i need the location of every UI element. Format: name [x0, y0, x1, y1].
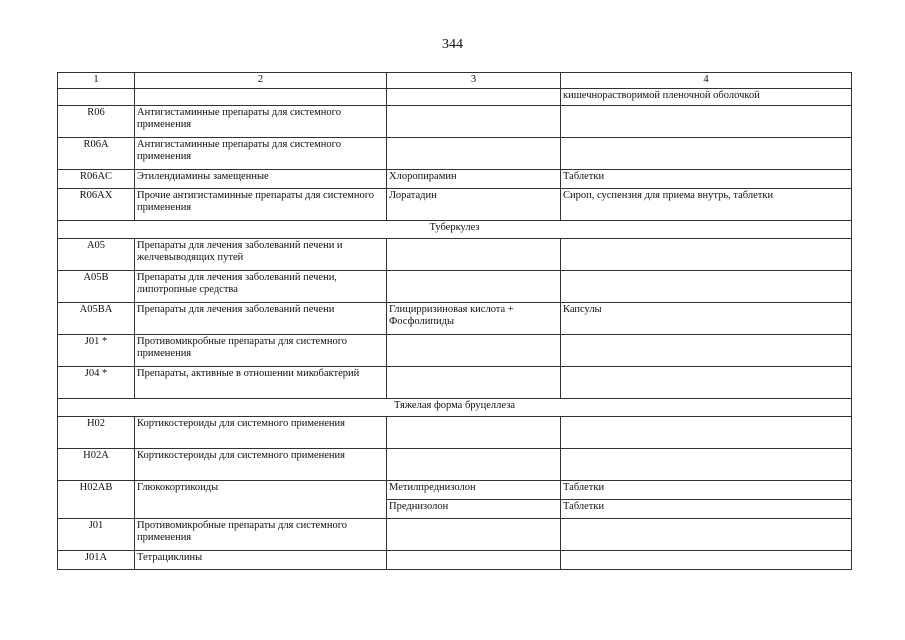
dosage-form: [561, 335, 852, 367]
page-number: 344: [442, 37, 463, 52]
table-row: [58, 551, 852, 570]
column-header-1: 1: [58, 73, 135, 89]
table-row: [58, 106, 852, 138]
atc-code: J01 *: [58, 335, 135, 367]
dosage-form: [561, 519, 852, 551]
column-header-3: 3: [387, 73, 561, 89]
drug-name: [387, 519, 561, 551]
table-row: [58, 481, 852, 500]
dosage-form: Таблетки: [561, 500, 852, 519]
drug-name: [387, 271, 561, 303]
atc-code: A05BA: [58, 303, 135, 335]
drug-name: [387, 367, 561, 399]
drug-name: [387, 449, 561, 481]
column-header-4: 4: [561, 73, 852, 89]
continuation-text: кишечнорастворимой пленочной оболочкой: [561, 89, 852, 106]
group-name: Этилендиамины замещенные: [135, 170, 387, 189]
dosage-form: [561, 106, 852, 138]
table-row: [58, 239, 852, 271]
atc-code: J04 *: [58, 367, 135, 399]
dosage-form: Сироп, суспензия для приема внутрь, таблетки: [561, 189, 852, 221]
dosage-form: [561, 417, 852, 449]
table-row: [58, 367, 852, 399]
group-name: Прочие антигистаминные препараты для системного применения: [135, 189, 387, 221]
drug-name: Преднизолон: [387, 500, 561, 519]
dosage-form: Капсулы: [561, 303, 852, 335]
column-header-2: 2: [135, 73, 387, 89]
table-row: [58, 417, 852, 449]
atc-code: R06: [58, 106, 135, 138]
table-row: [58, 271, 852, 303]
group-name: Препараты, активные в отношении микобактерий: [135, 367, 387, 399]
table-row: [58, 519, 852, 551]
drug-name: Глицирризиновая кислота + Фосфолипиды: [387, 303, 561, 335]
table-row: [58, 189, 852, 221]
dosage-form: [561, 551, 852, 570]
atc-code: R06A: [58, 138, 135, 170]
drug-name: Лоратадин: [387, 189, 561, 221]
section-title: Туберкулез: [58, 221, 852, 239]
table-row: [58, 449, 852, 481]
dosage-form: [561, 138, 852, 170]
table-row: [58, 170, 852, 189]
group-name: Антигистаминные препараты для системного применения: [135, 138, 387, 170]
group-name: Противомикробные препараты для системного применения: [135, 519, 387, 551]
atc-code: H02AB: [58, 481, 135, 519]
section-row: [58, 221, 852, 239]
drug-name: [387, 106, 561, 138]
group-name: Препараты для лечения заболеваний печени, липотропные средства: [135, 271, 387, 303]
group-name: Препараты для лечения заболеваний печени: [135, 303, 387, 335]
drug-name: [387, 138, 561, 170]
atc-code: H02A: [58, 449, 135, 481]
drug-name: [387, 551, 561, 570]
atc-code: A05B: [58, 271, 135, 303]
group-name: Глюкокортикоиды: [135, 481, 387, 519]
atc-code: R06AC: [58, 170, 135, 189]
atc-code: R06AX: [58, 189, 135, 221]
atc-code: H02: [58, 417, 135, 449]
section-row: [58, 399, 852, 417]
dosage-form: [561, 271, 852, 303]
table-row: [58, 303, 852, 335]
group-name: Тетрациклины: [135, 551, 387, 570]
dosage-form: [561, 449, 852, 481]
table-row: [58, 335, 852, 367]
drug-name: Метилпреднизолон: [387, 481, 561, 500]
dosage-form: Таблетки: [561, 481, 852, 500]
atc-code: A05: [58, 239, 135, 271]
table-row: [58, 138, 852, 170]
drug-name: [387, 239, 561, 271]
table-header-row: [58, 73, 852, 89]
group-name: Кортикостероиды для системного применения: [135, 449, 387, 481]
dosage-form: [561, 239, 852, 271]
group-name: Антигистаминные препараты для системного применения: [135, 106, 387, 138]
dosage-form: [561, 367, 852, 399]
group-name: Препараты для лечения заболеваний печени и желчевыводящих путей: [135, 239, 387, 271]
atc-code: J01A: [58, 551, 135, 570]
drug-name: [387, 335, 561, 367]
dosage-form: Таблетки: [561, 170, 852, 189]
group-name: Противомикробные препараты для системного применения: [135, 335, 387, 367]
group-name: Кортикостероиды для системного применения: [135, 417, 387, 449]
continuation-row: [58, 89, 852, 106]
atc-code: J01: [58, 519, 135, 551]
drug-table: [57, 72, 852, 570]
section-title: Тяжелая форма бруцеллеза: [58, 399, 852, 417]
drug-name: [387, 417, 561, 449]
drug-name: Хлоропирамин: [387, 170, 561, 189]
